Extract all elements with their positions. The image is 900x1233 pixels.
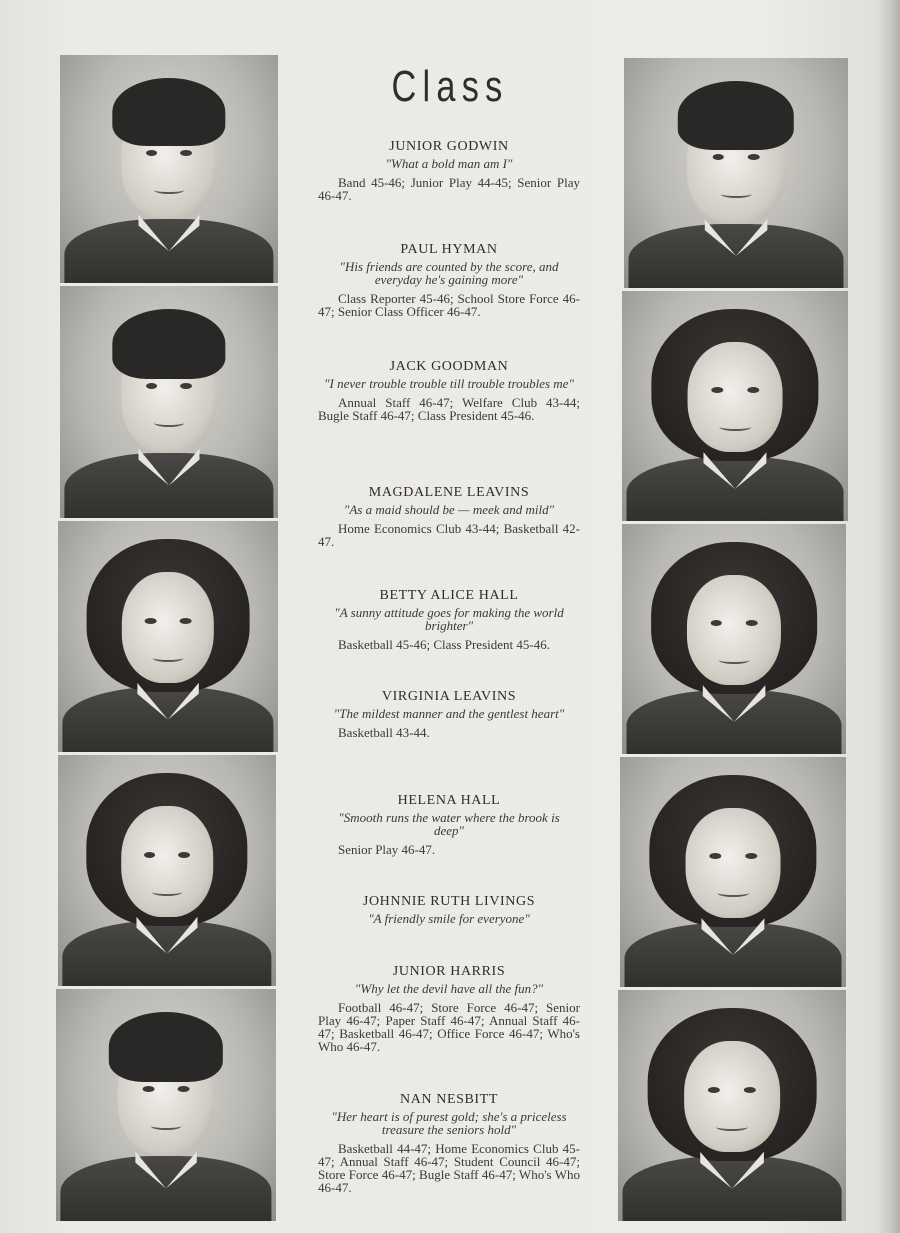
senior-quote: "As a maid should be — meek and mild" (343, 502, 555, 517)
senior-name: HELENA HALL (397, 793, 501, 808)
senior-activities: Class Reporter 45-46; School Store Force 46-47; Senior Class Officer 46-47. (318, 291, 580, 319)
portrait-junior-godwin (60, 55, 278, 283)
senior-name: JUNIOR HARRIS (392, 964, 506, 979)
senior-entry (318, 243, 580, 318)
senior-quote: "A friendly smile for everyone" (368, 911, 530, 926)
portrait-helena-hall (58, 755, 276, 986)
senior-activities: Annual Staff 46-47; Welfare Club 43-44; Bugle Staff 46-47; Class President 45-46. (318, 395, 580, 423)
senior-quote: "Her heart is of purest gold; she's a priceless treasure the seniors hold" (331, 1109, 567, 1137)
senior-name: MAGDALENE LEAVINS (368, 485, 530, 500)
senior-activities: Band 45-46; Junior Play 44-45; Senior Play 46-47. (318, 175, 580, 203)
senior-entry (318, 360, 580, 422)
senior-quote: "What a bold man am I" (385, 156, 513, 171)
portrait-magdalene-leavins (622, 291, 848, 521)
portrait-jack-goodman (60, 286, 278, 518)
senior-activities: Basketball 45-46; Class President 45-46. (338, 637, 550, 652)
senior-name: JUNIOR GODWIN (389, 139, 509, 154)
senior-name: JACK GOODMAN (389, 359, 509, 374)
portrait-junior-harris (56, 989, 276, 1221)
senior-name: PAUL HYMAN (400, 242, 498, 257)
page-edge-shadow (878, 0, 900, 1233)
senior-name: JOHNNIE RUTH LIVINGS (362, 894, 536, 909)
senior-entry (318, 690, 580, 739)
portrait-nan-nesbitt (618, 990, 846, 1221)
senior-entry (318, 895, 580, 931)
senior-quote: "Why let the devil have all the fun?" (354, 981, 544, 996)
senior-entry (318, 486, 580, 548)
senior-activities: Basketball 44-47; Home Economics Club 45-47; Annual Staff 46-47; Student Council 46-47; Store Force 46-47; Bugle Staff 46-47; Who's Who 46-47. (318, 1141, 580, 1195)
senior-entry (318, 589, 580, 651)
portrait-johnnie-ruth-livings (620, 757, 846, 987)
senior-activities: Home Economics Club 43-44; Basketball 42-47. (318, 521, 580, 549)
senior-quote: "I never trouble trouble till trouble troubles me" (324, 376, 574, 391)
senior-quote: "The mildest manner and the gentlest heart" (333, 706, 565, 721)
senior-entry (318, 140, 580, 202)
senior-activities: Senior Play 46-47. (338, 842, 436, 857)
senior-quote: "Smooth runs the water where the brook is deep" (338, 810, 560, 838)
senior-name: BETTY ALICE HALL (379, 588, 519, 603)
senior-quote: "His friends are counted by the score, and everyday he's gaining more" (339, 259, 559, 287)
portrait-virginia-leavins (622, 524, 846, 754)
portrait-betty-alice-hall (58, 521, 278, 752)
senior-entry (318, 1093, 580, 1194)
senior-name: VIRGINIA LEAVINS (381, 689, 517, 704)
senior-quote: "A sunny attitude goes for making the world brighter" (334, 605, 564, 633)
senior-activities: Football 46-47; Store Force 46-47; Senior Play 46-47; Paper Staff 46-47; Annual Staff 46-47; Basketball 46-47; Office Force 46-47; Who's Who 46-47. (318, 1000, 580, 1054)
portrait-paul-hyman (624, 58, 848, 288)
senior-entry (318, 794, 580, 856)
senior-name: NAN NESBITT (400, 1092, 498, 1107)
senior-entry (318, 965, 580, 1053)
senior-activities: Basketball 43-44. (338, 725, 430, 740)
page-title: Class (391, 62, 509, 111)
